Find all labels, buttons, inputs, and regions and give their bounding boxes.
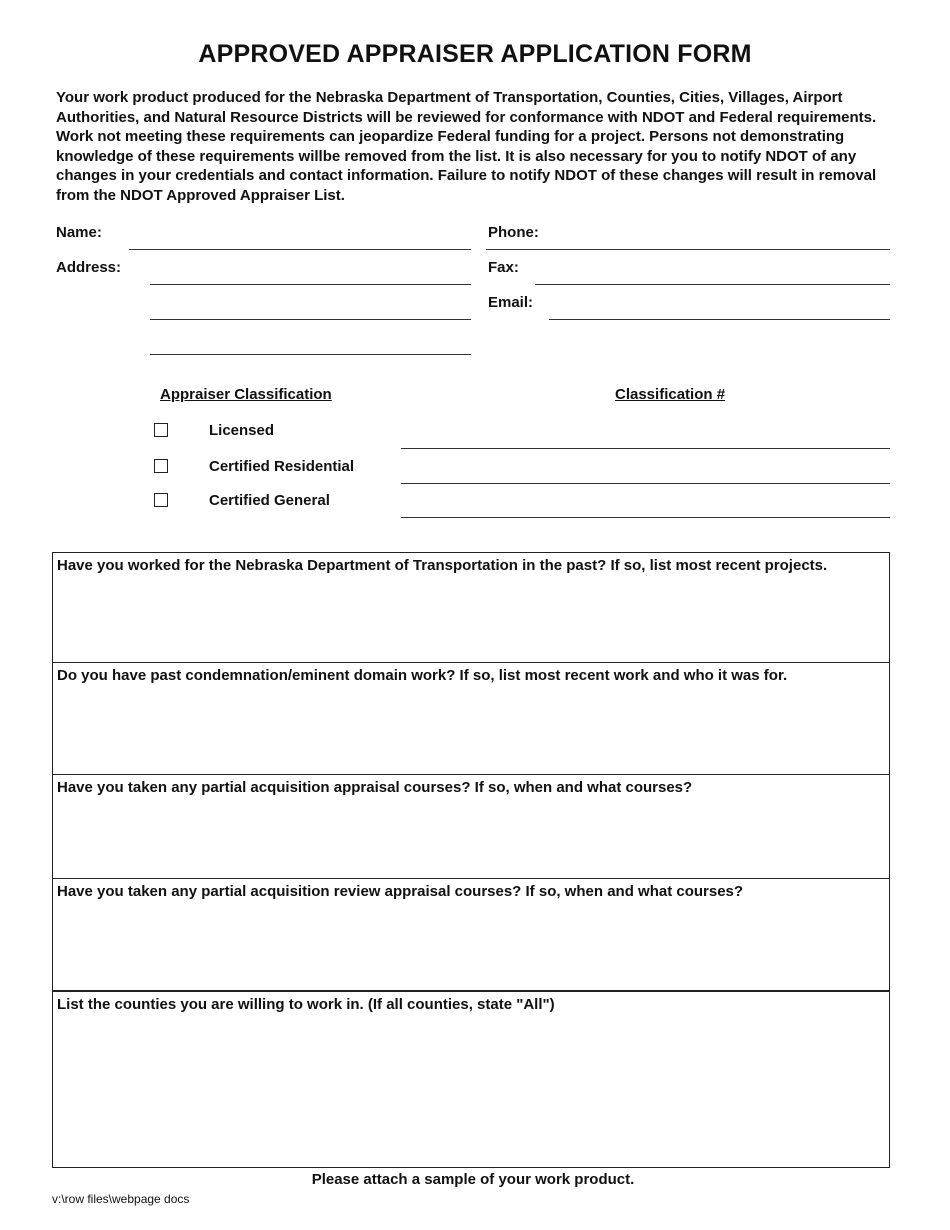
question-box-review-appraisal-courses — [52, 878, 890, 991]
question-text: List the counties you are willing to work in. (If all counties, state "All") — [57, 996, 555, 1013]
address-line-2-field[interactable] — [150, 319, 471, 320]
answer-area[interactable] — [53, 907, 889, 991]
name-label: Name: — [56, 224, 102, 241]
phone-field[interactable] — [486, 249, 890, 250]
phone-label: Phone: — [488, 224, 539, 241]
certified-general-label: Certified General — [209, 492, 330, 509]
address-label: Address: — [56, 259, 122, 276]
question-box-past-ndot-work — [52, 552, 890, 663]
question-text: Have you worked for the Nebraska Department of Transportation in the past? If so, list most recent projects. — [57, 557, 828, 574]
question-box-counties — [52, 990, 890, 1168]
certified-general-checkbox[interactable] — [154, 493, 168, 507]
email-field[interactable] — [549, 319, 890, 320]
certified-residential-number-field[interactable] — [401, 483, 890, 484]
certified-residential-label: Certified Residential — [209, 458, 355, 475]
appraiser-classification-heading: Appraiser Classification — [160, 386, 332, 403]
question-text: Do you have past condemnation/eminent domain work? If so, list most recent work and who it was for. — [57, 667, 788, 684]
email-label: Email: — [488, 294, 534, 311]
question-text: Have you taken any partial acquisition appraisal courses? If so, when and what courses? — [57, 779, 693, 796]
fax-field[interactable] — [535, 284, 890, 285]
name-field[interactable] — [129, 249, 471, 250]
answer-area[interactable] — [53, 691, 889, 775]
answer-area[interactable] — [53, 581, 889, 663]
address-line-3-field[interactable] — [150, 354, 471, 355]
answer-area[interactable] — [53, 1020, 889, 1167]
question-box-condemnation-work — [52, 662, 890, 775]
attach-sample-note: Please attach a sample of your work product. — [311, 1171, 635, 1188]
intro-paragraph: Your work product produced for the Nebraska Department of Transportation, Counties, Cities, Villages, Airport Authorities, and Natural Resource Districts will be reviewed for conformance with NDOT and Federal requirements. Work not meeting these requirements can jeopardize Federal funding for a project. Persons not demonstrating knowledge of these requirements willbe removed from the list. It is also necessary for you to notify NDOT of any changes in your credentials and contact information. Failure to notify NDOT of these changes will result in removal from the NDOT Approved Appraiser List. — [56, 89, 877, 204]
address-line-1-field[interactable] — [150, 284, 471, 285]
form-title: APPROVED APPRAISER APPLICATION FORM — [198, 40, 752, 68]
question-text: Have you taken any partial acquisition review appraisal courses? If so, when and what courses? — [57, 883, 744, 900]
licensed-label: Licensed — [209, 422, 275, 439]
licensed-checkbox[interactable] — [154, 423, 168, 437]
certified-general-number-field[interactable] — [401, 517, 890, 518]
answer-area[interactable] — [53, 803, 889, 879]
certified-residential-checkbox[interactable] — [154, 459, 168, 473]
fax-label: Fax: — [488, 259, 519, 276]
file-path: v:\row files\webpage docs — [52, 1192, 190, 1206]
licensed-number-field[interactable] — [401, 448, 890, 449]
question-box-partial-acquisition-courses — [52, 774, 890, 879]
classification-number-heading: Classification # — [615, 386, 726, 403]
